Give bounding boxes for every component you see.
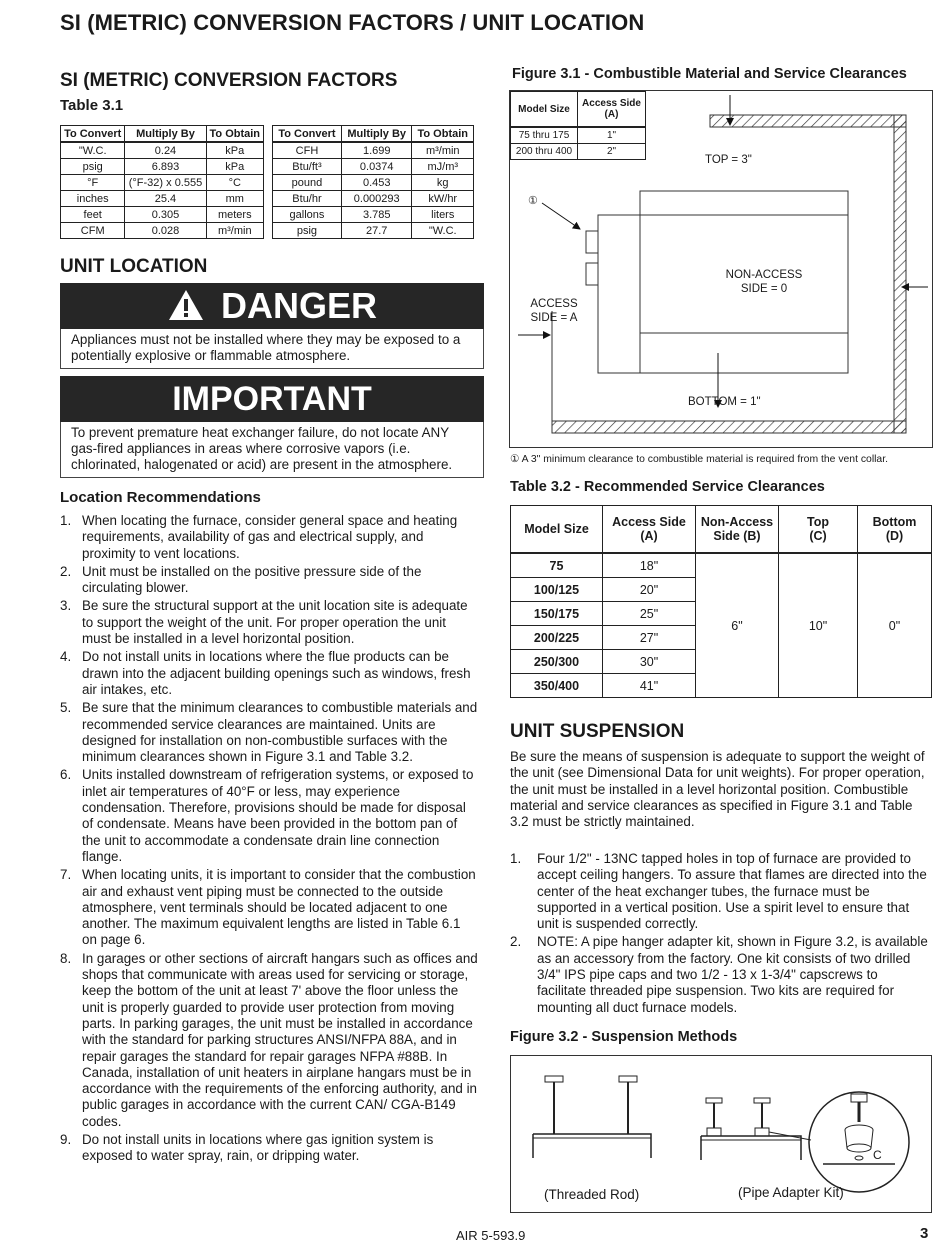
table-cell: CFH — [273, 142, 342, 159]
table-cell: meters — [206, 207, 263, 223]
table-cell: feet — [61, 207, 125, 223]
table-row — [61, 175, 264, 191]
location-rec-heading: Location Recommendations — [60, 489, 261, 506]
table-row — [61, 223, 264, 239]
table-cell: 0.000293 — [341, 191, 412, 207]
pipe-adapter-label: (Pipe Adapter Kit) — [738, 1185, 844, 1200]
page-title: SI (METRIC) CONVERSION FACTORS / UNIT LOCATION — [60, 10, 645, 35]
table-row — [273, 207, 474, 223]
list-item: 5. Be sure that the minimum clearances to combustible materials and recommended service clearances are maintained. Units are designed for installation on non-combustible surfaces with the minimum clearances shown in Figure 3.1 and Table 3.2. — [60, 700, 478, 765]
table-cell: psig — [273, 223, 342, 239]
table-row: 200/225 27" — [511, 626, 932, 650]
table-row — [61, 142, 264, 159]
col-header: To Obtain — [206, 126, 263, 143]
col-header: Access Side (A) — [603, 506, 696, 554]
table-cell: 0.24 — [125, 142, 206, 159]
fig31-note: ① A 3" minimum clearance to combustible material is required from the vent collar. — [510, 454, 888, 465]
list-item: 2. NOTE: A pipe hanger adapter kit, shown in Figure 3.2, is available as an accessory from the factory. One kit consists of two drilled 3/4" IPS pipe caps and two 1/2 - 13 x 1-3/4" capscrews to facilitate threaded pipe suspension. Two kits are required for mounting all duct furnace models. — [510, 934, 928, 1015]
table-cell: psig — [61, 159, 125, 175]
table-cell: 0.305 — [125, 207, 206, 223]
table-cell: 6.893 — [125, 159, 206, 175]
suspension-heading: UNIT SUSPENSION — [510, 721, 685, 742]
table-cell: 27.7 — [341, 223, 412, 239]
table-cell: 0.453 — [341, 175, 412, 191]
table-cell: 1.699 — [341, 142, 412, 159]
list-item: 2. Unit must be installed on the positive pressure side of the circulating blower. — [60, 563, 422, 596]
table-row — [273, 191, 474, 207]
table-row — [61, 159, 264, 175]
col-header: Multiply By — [341, 126, 412, 143]
table-cell: mm — [206, 191, 263, 207]
suspension-list — [510, 851, 928, 1018]
table-row: 350/400 41" — [511, 674, 932, 698]
table-row: 75 18" 6" 10" 0" — [511, 553, 932, 578]
col-header: Non-Access Side (B) — [696, 506, 779, 554]
fig31-mini-table: Model Size Access Side (A) 75 thru 175 1" 200 thru 400 2" — [510, 91, 646, 160]
important-text: To prevent premature heat exchanger failure, do not locate ANY gas-fired appliances in areas where corrosive vapors (i.e. chlorinated, halogenated or acid) are present in the atmosphere. — [60, 422, 484, 478]
table-cell: 25.4 — [125, 191, 206, 207]
list-item: 6. Units installed downstream of refrigeration systems, or exposed to inlet air temperatures of 40°F or less, may experience condensation. Therefore, provisions should be made for disposal of condensate. Means have been provided in the bottom pan of the unit to accommodate a condensate drain line connection flange. — [60, 767, 474, 864]
non-access-label: NON-ACCESS SIDE = 0 — [725, 269, 803, 295]
callout-mark: ① — [528, 195, 538, 207]
danger-text: Appliances must not be installed where they may be exposed to a potentially explosive or flammable atmosphere. — [60, 329, 484, 369]
table31-caption: Table 3.1 — [60, 97, 124, 114]
col-header: Bottom (D) — [858, 506, 932, 554]
footer-doc: AIR 5-593.9 — [456, 1228, 526, 1243]
fig32-diagram — [510, 1055, 932, 1213]
table-row — [273, 223, 474, 239]
list-item: 3. Be sure the structural support at the unit location site is adequate to support the weight of the unit. For proper operation the unit must be installed in a level horizontal position. — [60, 598, 468, 647]
col-header: Top (C) — [779, 506, 858, 554]
important-banner — [60, 376, 484, 422]
table-row — [61, 191, 264, 207]
conversion-table-right — [272, 125, 474, 239]
fig31-diagram — [509, 90, 933, 448]
col-header: To Convert — [273, 126, 342, 143]
table-cell: 3.785 — [341, 207, 412, 223]
table-cell: 0.028 — [125, 223, 206, 239]
col-header: To Obtain — [412, 126, 474, 143]
top-label: TOP = 3" — [705, 154, 752, 166]
list-item: 1. When locating the furnace, consider general space and heating requirements, availability of gas and electrical supply, and proximity to vent locations. — [60, 513, 458, 561]
page-number: 3 — [920, 1225, 929, 1242]
table-cell: kW/hr — [412, 191, 474, 207]
table-cell: m³/min — [412, 142, 474, 159]
list-item: 4. Do not install units in locations where the flue products can be drawn into the adjacent building openings such as windows, fresh air intakes, etc. — [60, 649, 471, 697]
table-cell: (°F-32) x 0.555 — [125, 175, 206, 191]
table-cell: pound — [273, 175, 342, 191]
service-clearances-table — [510, 505, 932, 698]
table-cell: Btu/ft³ — [273, 159, 342, 175]
table-cell: "W.C. — [61, 142, 125, 159]
table-cell: kPa — [206, 159, 263, 175]
si-heading: SI (METRIC) CONVERSION FACTORS — [60, 70, 398, 91]
table-row: 250/300 30" — [511, 650, 932, 674]
table-row — [273, 175, 474, 191]
table-cell: m³/min — [206, 223, 263, 239]
table-cell: °F — [61, 175, 125, 191]
table-row — [61, 207, 264, 223]
fig31-caption: Figure 3.1 - Combustible Material and Service Clearances — [512, 66, 907, 82]
col-header: Multiply By — [125, 126, 206, 143]
warning-triangle-icon — [167, 288, 205, 322]
table-cell: kPa — [206, 142, 263, 159]
table-cell: mJ/m³ — [412, 159, 474, 175]
table32-caption: Table 3.2 - Recommended Service Clearances — [510, 479, 825, 495]
suspension-intro: Be sure the means of suspension is adequate to support the weight of the unit (see Dimensional Data for unit weights). For proper operation, the unit must be installed in a level horizontal position. Combustible material and service clearances as specified in Figure 3.1 and Table 3.2 must be strictly maintained. — [510, 749, 925, 830]
list-item: 1. Four 1/2" - 13NC tapped holes in top of furnace are provided to accept ceiling hangers. To assure that flames are directed into the center of the heat exchanger tubes, the furnace must be supported in a vertical position. Use a spirit level to ensure that unit is suspended correctly. — [510, 851, 927, 932]
location-list — [60, 513, 478, 1167]
danger-banner — [60, 283, 484, 329]
c-label: C — [873, 1148, 882, 1162]
bottom-label: BOTTOM = 1" — [688, 396, 761, 408]
table-row: 150/175 25" — [511, 602, 932, 626]
access-label: ACCESS SIDE = A — [530, 298, 578, 324]
table-cell: Btu/hr — [273, 191, 342, 207]
table-cell: inches — [61, 191, 125, 207]
list-item: 9. Do not install units in locations where gas ignition system is exposed to water spray, rain, or dripping water. — [60, 1131, 434, 1164]
conversion-table-left — [60, 125, 264, 239]
unit-location-heading: UNIT LOCATION — [60, 256, 208, 277]
important-title: IMPORTANT — [172, 380, 372, 418]
threaded-rod-label: (Threaded Rod) — [544, 1187, 640, 1202]
table-cell: kg — [412, 175, 474, 191]
fig32-caption: Figure 3.2 - Suspension Methods — [510, 1029, 738, 1045]
table-cell: °C — [206, 175, 263, 191]
table-row: 100/125 20" — [511, 578, 932, 602]
table-cell: "W.C. — [412, 223, 474, 239]
col-header: Model Size — [511, 506, 603, 554]
table-cell: CFM — [61, 223, 125, 239]
table-row — [273, 142, 474, 159]
table-cell: 0.0374 — [341, 159, 412, 175]
list-item: 7. When locating units, it is important to consider that the combustion air and exhaust vent piping must be connected to the outside atmosphere, vent terminals should be located adjacent to one another. The maximum equivalent lengths are listed in Table 6.1 on page 6. — [60, 867, 476, 948]
table-cell: liters — [412, 207, 474, 223]
danger-title: DANGER — [220, 285, 377, 326]
col-header: To Convert — [61, 126, 125, 143]
table-cell: gallons — [273, 207, 342, 223]
table-row — [273, 159, 474, 175]
list-item: 8. In garages or other sections of aircraft hangars such as offices and shops that communicate with areas used for servicing or storage, keep the bottom of the unit at least 7' above the floor unless the unit is properly guarded to provide user protection from moving parts. In parking garages, the unit must be installed in accordance with the standard for parking structures ANSI/NFPA 88A, and in repair garages the standard for repair garages NFPA #88B. In Canada, installation of unit heaters in airplane hangars must be in accordance with the requirements of the enforcing authority, and in public garages in accordance with the current CAN/ CGA-B149 codes. — [60, 950, 478, 1129]
